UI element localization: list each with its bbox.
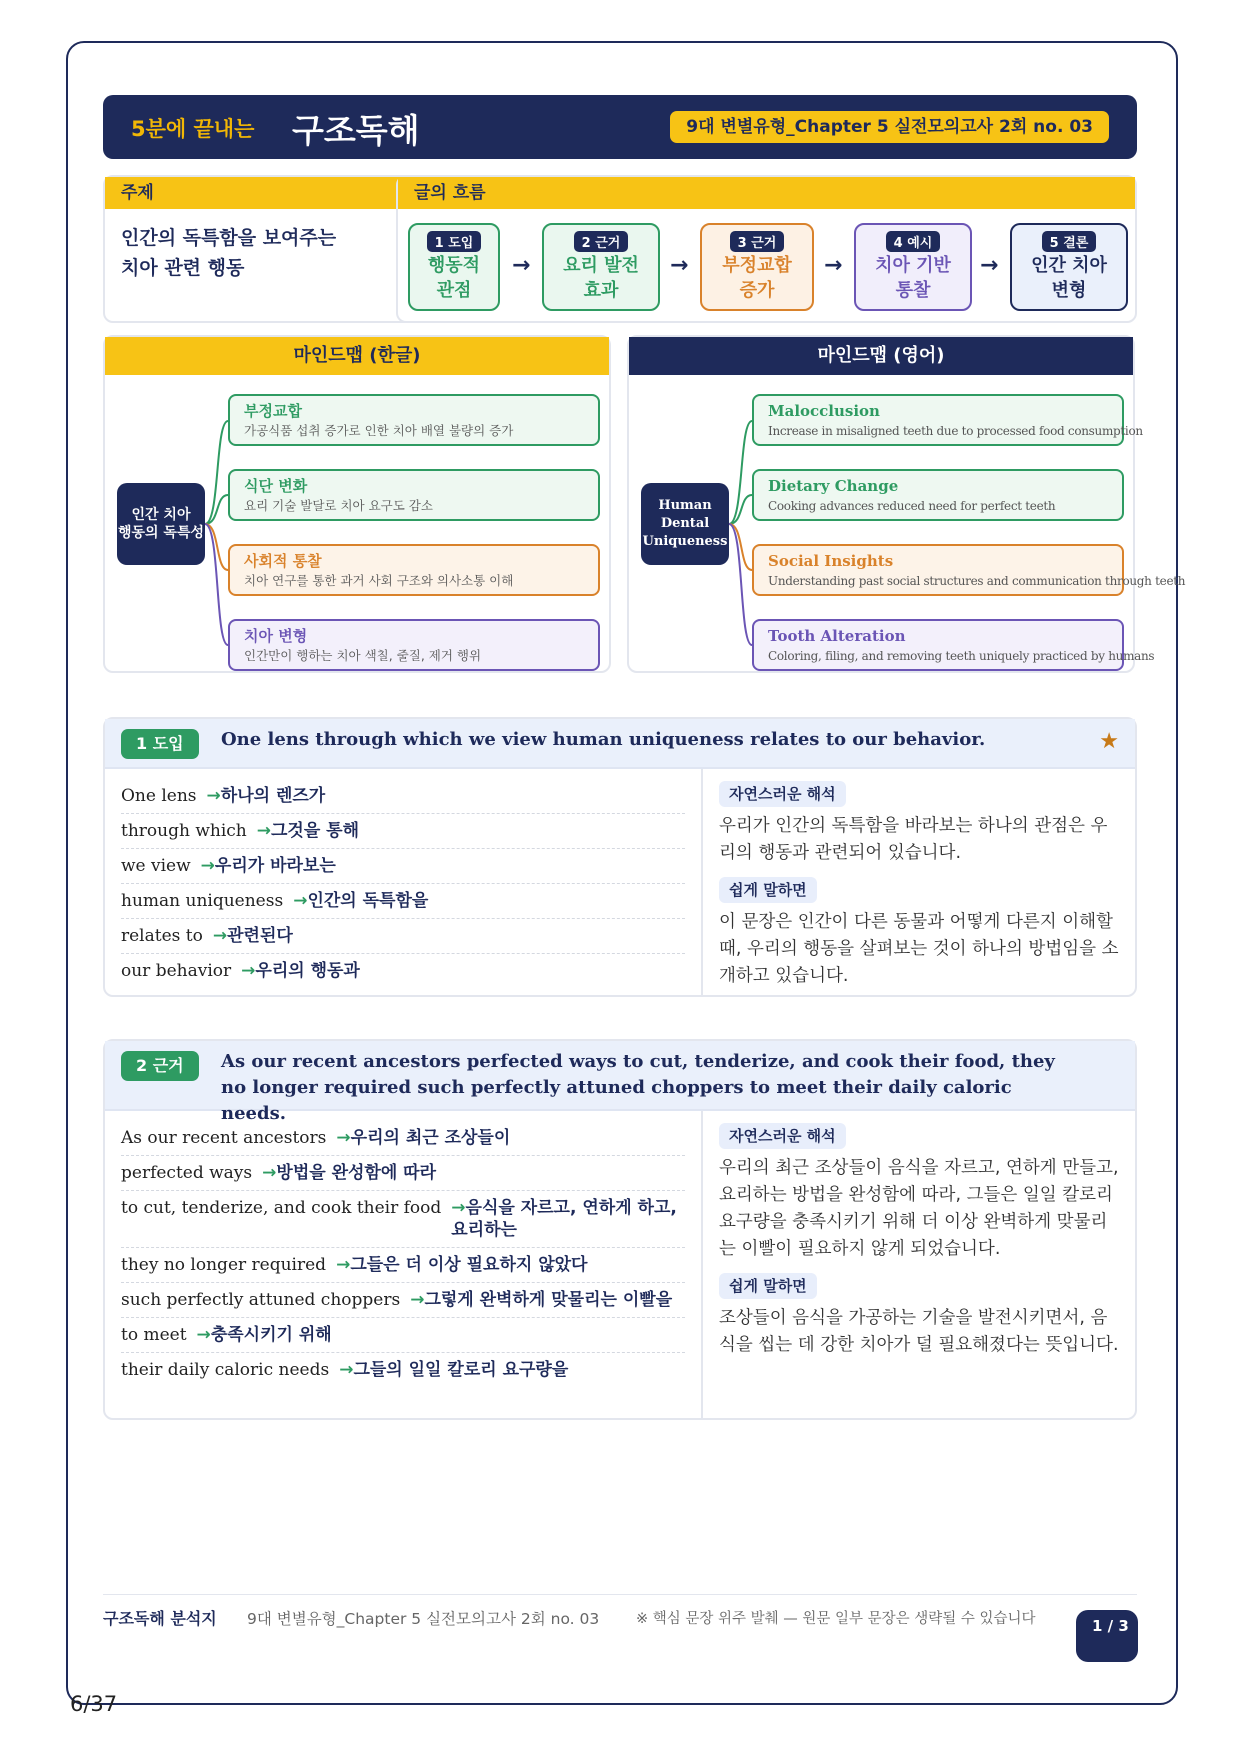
easy-explanation: 조상들이 음식을 가공하는 기술을 발전시키면서, 음식을 씹는 데 강한 치아가 덜 필요해졌다는 뜻입니다. (719, 1308, 1119, 1355)
natural-translation-label: 자연스러운 해석 (719, 781, 846, 807)
chunk-english: our behavior (121, 961, 232, 981)
chunk-korean (339, 1359, 568, 1381)
flow-step-2 (542, 223, 660, 311)
chunk-row (121, 919, 685, 954)
chunk-korean (336, 1127, 510, 1149)
chunk-korean-text: 우리의 최근 조상들이 (350, 1128, 511, 1148)
mindmap-root-line-3: Uniqueness (642, 534, 728, 549)
mindmap-leaf (228, 394, 600, 446)
chunk-english: such perfectly attuned choppers (121, 1290, 401, 1310)
flow-step-badge: 4 예시 (886, 231, 941, 252)
flow-step-label-1: 인간 치아 (1031, 255, 1107, 276)
chunk-english: through which (121, 821, 247, 841)
flow-step-label-2: 관점 (436, 280, 472, 301)
mindmap-leaf-desc: 치아 연구를 통한 과거 사회 구조와 의사소통 이해 (244, 573, 514, 588)
mindmap-root (117, 483, 205, 565)
chunk-row (121, 1283, 685, 1318)
arrow-icon: → (336, 1255, 351, 1275)
chapter-badge: 9대 변별유형_Chapter 5 실전모의고사 2회 no. 03 (670, 111, 1109, 143)
topic-box (103, 175, 415, 323)
flow-step-badge: 5 결론 (1042, 231, 1097, 252)
mindmap-korean (103, 335, 611, 673)
topic-line-2: 치아 관련 행동 (121, 257, 245, 279)
chunk-korean (451, 1197, 685, 1241)
mindmap-root (641, 483, 729, 565)
sentence-card-header (105, 719, 1135, 769)
page-header (103, 95, 1137, 159)
arrow-icon: → (212, 926, 228, 946)
chunk-list (105, 1121, 701, 1387)
mindmap-leaf (228, 619, 600, 671)
arrow-icon: → (339, 1360, 354, 1380)
chunk-korean-text: 우리가 바라보는 (214, 856, 336, 876)
footer-page-badge: 1 / 3 (1076, 1610, 1138, 1662)
arrow-icon: → (451, 1198, 466, 1218)
natural-translation: 우리가 인간의 독특함을 바라보는 하나의 관점은 우리의 행동과 관련되어 있습니다. (719, 816, 1108, 863)
flow-step-badge: 2 근거 (574, 231, 629, 252)
mindmap-leaf-title: Tooth Alteration (768, 627, 906, 645)
chunk-row (121, 1353, 685, 1387)
mindmap-leaf-desc: Understanding past social structures and communication through teeth (768, 574, 1186, 588)
sentence-tag: 2 근거 (121, 1051, 199, 1081)
chunk-english: to meet (121, 1325, 187, 1345)
mindmap-root-line-1: Human (658, 498, 712, 513)
mindmap-leaf-desc: Cooking advances reduced need for perfect teeth (768, 499, 1056, 513)
mindmap-root-line-2: 행동의 독특성 (117, 525, 205, 541)
chunk-korean (207, 785, 326, 807)
flow-step-label-1: 행동적 (427, 255, 481, 276)
sentence-card-1 (103, 717, 1137, 997)
flow-step-1 (408, 223, 500, 311)
chunk-korean-text: 하나의 렌즈가 (220, 786, 326, 806)
chunk-english: they no longer required (121, 1255, 327, 1275)
mindmap-leaf-desc: Increase in misaligned teeth due to processed food consumption (768, 424, 1143, 438)
flow-step-label-1: 치아 기반 (875, 255, 951, 276)
flow-box (396, 175, 1137, 323)
mindmap-leaf (752, 469, 1124, 521)
arrow-icon: → (410, 1290, 425, 1310)
flow-arrow-icon: → (670, 253, 689, 278)
arrow-icon: → (196, 1325, 211, 1345)
mindmap-leaf-title: 부정교합 (244, 402, 302, 420)
mindmap-root-line-1: 인간 치아 (131, 507, 191, 523)
footer-note: ※ 핵심 문장 위주 발췌 — 원문 일부 문장은 생략될 수 있습니다 (636, 1611, 1036, 1627)
chunk-korean (293, 890, 428, 912)
topic-heading: 주제 (105, 177, 413, 209)
arrow-icon: → (336, 1128, 351, 1148)
mindmap-english (627, 335, 1186, 673)
chunk-row (121, 1121, 685, 1156)
mindmap-leaf-desc: 요리 기술 발달로 치아 요구도 감소 (244, 498, 433, 513)
chunk-row (121, 814, 685, 849)
sentence-card-2 (103, 1039, 1137, 1420)
chunk-english: perfected ways (121, 1163, 253, 1183)
chunk-row (121, 849, 685, 884)
mindmap-leaf-title: Dietary Change (768, 477, 899, 495)
arrow-icon: → (256, 821, 271, 841)
chunk-korean-text: 그들은 더 이상 필요하지 않았다 (350, 1255, 588, 1275)
chunk-korean (336, 1254, 587, 1276)
chunk-row (121, 1156, 685, 1191)
flow-arrow-icon: → (512, 253, 531, 278)
arrow-icon: → (293, 891, 308, 911)
flow-step-5 (1010, 223, 1128, 311)
chunk-korean (197, 1324, 332, 1346)
mindmap-korean-heading: 마인드맵 (한글) (105, 337, 609, 375)
chunk-english: their daily caloric needs (121, 1360, 330, 1380)
mindmap-leaf-title: 치아 변형 (244, 627, 308, 645)
divider (701, 1111, 703, 1418)
topic-line-1: 인간의 독특함을 보여주는 (121, 227, 337, 249)
sentence-text: As our recent ancestors perfected ways to cut, tenderize, and cook their food, they no longer required such perfectly attuned choppers to meet their daily caloric needs. (221, 1051, 1055, 1124)
natural-translation: 우리의 최근 조상들이 음식을 자르고, 연하게 만들고, 요리하는 방법을 완성함에 따라, 그들은 일일 칼로리 요구량을 충족시키기 위해 더 이상 완벽하게 맞물리는 이빨이 필요하지 않게 되었습니다. (719, 1158, 1119, 1259)
mindmap-leaf (752, 619, 1155, 671)
translation-panel (719, 1123, 1121, 1369)
chunk-korean (241, 960, 360, 982)
arrow-icon: → (262, 1163, 277, 1183)
chunk-korean (410, 1289, 672, 1311)
sentence-text: One lens through which we view human uniqueness relates to our behavior. (221, 729, 986, 750)
easy-explanation: 이 문장은 인간이 다른 동물과 어떻게 다른지 이해할 때, 우리의 행동을 살펴보는 것이 하나의 방법임을 소개하고 있습니다. (719, 912, 1119, 986)
chunk-korean (262, 1162, 436, 1184)
page-title: 구조독해 (292, 111, 420, 150)
chunk-korean (201, 855, 336, 877)
chunk-english: One lens (121, 786, 197, 806)
chunk-row (121, 954, 685, 988)
chunk-row (121, 1191, 685, 1248)
chunk-korean-text: 방법을 완성함에 따라 (276, 1163, 437, 1183)
chunk-row (121, 1318, 685, 1353)
chunk-english: As our recent ancestors (121, 1128, 327, 1148)
chunk-row (121, 884, 685, 919)
natural-translation-label: 자연스러운 해석 (719, 1123, 846, 1149)
chunk-english: relates to (121, 926, 203, 946)
flow-arrow-icon: → (980, 253, 999, 278)
arrow-icon: → (241, 961, 256, 981)
easy-explanation-label: 쉽게 말하면 (719, 877, 817, 903)
flow-step-3 (700, 223, 814, 311)
arrow-icon: → (200, 856, 215, 876)
mindmap-leaf-title: Malocclusion (768, 402, 880, 420)
chunk-row (121, 779, 685, 814)
divider (701, 769, 703, 995)
mindmap-leaf (228, 469, 600, 521)
flow-step-label-2: 통찰 (895, 280, 931, 301)
footer-divider (103, 1594, 1137, 1595)
mindmap-leaf (752, 394, 1143, 446)
header-subtitle: 5분에 끝내는 (131, 117, 255, 141)
flow-step-label-1: 요리 발전 (563, 255, 639, 276)
flow-step-label-2: 효과 (583, 280, 619, 301)
flow-heading: 글의 흐름 (398, 177, 1135, 209)
chunk-korean-text: 관련된다 (227, 926, 293, 946)
footer-title: 구조독해 분석지 (103, 1609, 217, 1628)
mindmap-root-line-2: Dental (660, 516, 710, 531)
mindmap-leaf (752, 544, 1186, 596)
chunk-korean-text: 인간의 독특함을 (307, 891, 429, 911)
sentence-card-header (105, 1041, 1135, 1124)
mindmap-leaf-desc: 가공식품 섭취 증가로 인한 치아 배열 불량의 증가 (244, 423, 514, 438)
mindmap-leaf-title: Social Insights (768, 552, 894, 570)
translation-panel (719, 781, 1121, 1000)
topic-text (105, 209, 413, 297)
mindmap-leaf-desc: 인간만이 행하는 치아 색칠, 줄질, 제거 행위 (244, 648, 482, 663)
chunk-list (105, 779, 701, 988)
chunk-korean (213, 925, 293, 947)
flow-step-4 (854, 223, 972, 311)
flow-step-label-2: 변형 (1051, 280, 1087, 301)
mindmap-leaf (228, 544, 600, 596)
document-page-number: 6/37 (70, 1692, 118, 1716)
chunk-korean-text: 그것을 통해 (270, 821, 360, 841)
chunk-english: to cut, tenderize, and cook their food (121, 1198, 442, 1218)
footer-source: 9대 변별유형_Chapter 5 실전모의고사 2회 no. 03 (247, 1610, 600, 1628)
mindmap-leaf-title: 사회적 통찰 (244, 552, 322, 570)
chunk-english: we view (121, 856, 191, 876)
arrow-icon: → (206, 786, 221, 806)
mindmap-english-heading: 마인드맵 (영어) (629, 337, 1133, 375)
flow-step-label-2: 증가 (739, 280, 775, 301)
chunk-row (121, 1248, 685, 1283)
easy-explanation-label: 쉽게 말하면 (719, 1273, 817, 1299)
chunk-korean-text: 우리의 행동과 (255, 961, 360, 981)
flow-arrow-icon: → (824, 253, 843, 278)
flow-step-label-1: 부정교합 (722, 255, 792, 276)
chunk-korean (257, 820, 359, 842)
chunk-korean-text: 음식을 자르고, 연하게 하고, 요리하는 (451, 1198, 677, 1240)
chunk-korean-text: 그렇게 완벽하게 맞물리는 이빨을 (424, 1290, 673, 1310)
flow-step-badge: 1 도입 (427, 231, 482, 252)
mindmap-leaf-desc: Coloring, filing, and removing teeth uniquely practiced by humans (768, 649, 1155, 663)
chunk-english: human uniqueness (121, 891, 284, 911)
chunk-korean-text: 충족시키기 위해 (210, 1325, 332, 1345)
flow-step-badge: 3 근거 (730, 231, 785, 252)
chunk-korean-text: 그들의 일일 칼로리 요구량을 (353, 1360, 569, 1380)
sentence-tag: 1 도입 (121, 729, 199, 759)
mindmap-leaf-title: 식단 변화 (244, 477, 308, 495)
star-icon: ★ (1099, 729, 1119, 754)
